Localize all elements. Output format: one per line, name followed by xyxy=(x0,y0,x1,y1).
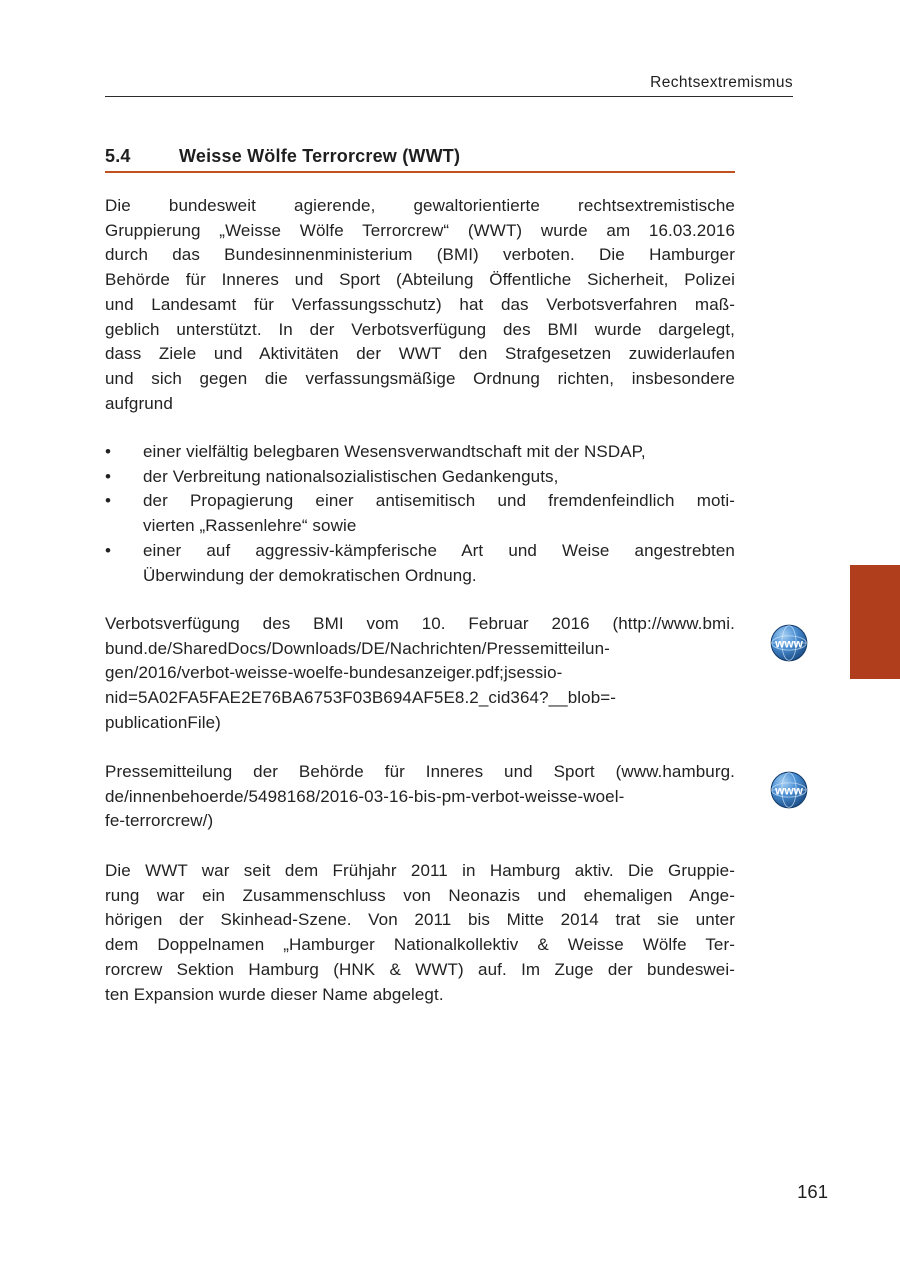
text-line: Gruppierung „Weisse Wölfe Terrorcrew“ (WWT) wurde am 16.03.2016 xyxy=(105,220,735,240)
bullet-text xyxy=(143,440,735,465)
paragraph-link-bmi xyxy=(105,612,735,736)
text-line: und Landesamt für Verfassungsschutz) hat das Verbotsverfahren maß- xyxy=(105,294,735,314)
text-line: gen/2016/verbot-weisse-woelfe-bundesanzeiger.pdf;jsessio- xyxy=(105,663,563,683)
bullet-list xyxy=(105,440,735,588)
text-line: nid=5A02FA5FAE2E76BA6753F03B694AF5E8.2_cid364?__blob=- xyxy=(105,688,617,708)
www-icon-label: www xyxy=(775,783,803,798)
text-line: und sich gegen die verfassungsmäßige Ordnung richten, insbesondere xyxy=(105,368,735,388)
bullet-item xyxy=(105,539,735,588)
text-line: ten Expansion wurde dieser Name abgelegt. xyxy=(105,984,444,1004)
text-line: bund.de/SharedDocs/Downloads/DE/Nachrichten/Pressemitteilun- xyxy=(105,638,610,658)
text-line: Die WWT war seit dem Frühjahr 2011 in Hamburg aktiv. Die Gruppie- xyxy=(105,861,735,880)
paragraph-outro xyxy=(105,859,735,1007)
text-line: Verbotsverfügung des BMI vom 10. Februar 2016 (http://www.bmi. xyxy=(105,614,735,633)
paragraph-intro xyxy=(105,194,735,416)
text-line: Pressemitteilung der Behörde für Inneres und Sport (www.hamburg. xyxy=(105,762,735,781)
section-heading xyxy=(105,146,735,167)
text-line: durch das Bundesinnenministerium (BMI) verboten. Die Hamburger xyxy=(105,245,735,265)
paragraph-link-hamburg xyxy=(105,760,735,834)
section-title: Weisse Wölfe Terrorcrew (WWT) xyxy=(179,146,461,166)
bullet-item xyxy=(105,440,735,465)
www-globe-icon xyxy=(770,624,808,662)
bullet-text xyxy=(143,465,735,490)
bullet-item xyxy=(105,465,735,490)
text-line: fe-terrorcrew/) xyxy=(105,811,214,831)
chapter-side-tab xyxy=(850,565,900,679)
text-line: rorcrew Sektion Hamburg (HNK & WWT) auf. Im Zuge der bundeswei- xyxy=(105,959,735,979)
running-header: Rechtsextremismus xyxy=(650,74,793,91)
text-line: einer vielfältig belegbaren Wesensverwandtschaft mit der NSDAP, xyxy=(143,442,646,461)
header-rule xyxy=(105,96,793,97)
text-line: Behörde für Inneres und Sport (Abteilung Öffentliche Sicherheit, Polizei xyxy=(105,270,735,290)
text-line: dem Doppelnamen „Hamburger Nationalkollektiv & Weisse Wölfe Ter- xyxy=(105,935,735,955)
text-line: einer auf aggressiv-kämpferische Art und Weise angestrebten xyxy=(143,540,735,560)
bullet-marker: • xyxy=(105,466,112,486)
bullet-item xyxy=(105,489,735,538)
section-number: 5.4 xyxy=(105,146,131,166)
text-line: Die bundesweit agierende, gewaltorientierte rechtsextremistische xyxy=(105,196,735,215)
text-line: geblich unterstützt. In der Verbotsverfügung des BMI wurde dargelegt, xyxy=(105,319,735,339)
text-line: vierten „Rassenlehre“ sowie xyxy=(143,516,357,536)
www-icon-label: www xyxy=(775,636,803,651)
bullet-marker: • xyxy=(105,540,112,560)
www-globe-icon xyxy=(770,771,808,809)
bullet-text xyxy=(143,539,735,588)
bullet-marker: • xyxy=(105,442,112,461)
text-line: der Propagierung einer antisemitisch und fremdenfeindlich moti- xyxy=(143,491,735,511)
section-heading-rule xyxy=(105,171,735,173)
text-line: publicationFile) xyxy=(105,712,221,732)
text-line: hörigen der Skinhead-Szene. Von 2011 bis Mitte 2014 trat sie unter xyxy=(105,910,735,930)
page-number: 161 xyxy=(797,1181,828,1202)
text-line: aufgrund xyxy=(105,393,173,413)
text-line: der Verbreitung nationalsozialistischen Gedankenguts, xyxy=(143,466,559,486)
text-line: rung war ein Zusammenschluss von Neonazis und ehemaligen Ange- xyxy=(105,885,735,905)
text-line: Überwindung der demokratischen Ordnung. xyxy=(143,565,477,585)
bullet-text xyxy=(143,489,735,538)
text-line: dass Ziele und Aktivitäten der WWT den Strafgesetzen zuwiderlaufen xyxy=(105,344,735,364)
text-line: de/innenbehoerde/5498168/2016-03-16-bis-pm-verbot-weisse-woel- xyxy=(105,786,625,806)
bullet-marker: • xyxy=(105,491,112,511)
